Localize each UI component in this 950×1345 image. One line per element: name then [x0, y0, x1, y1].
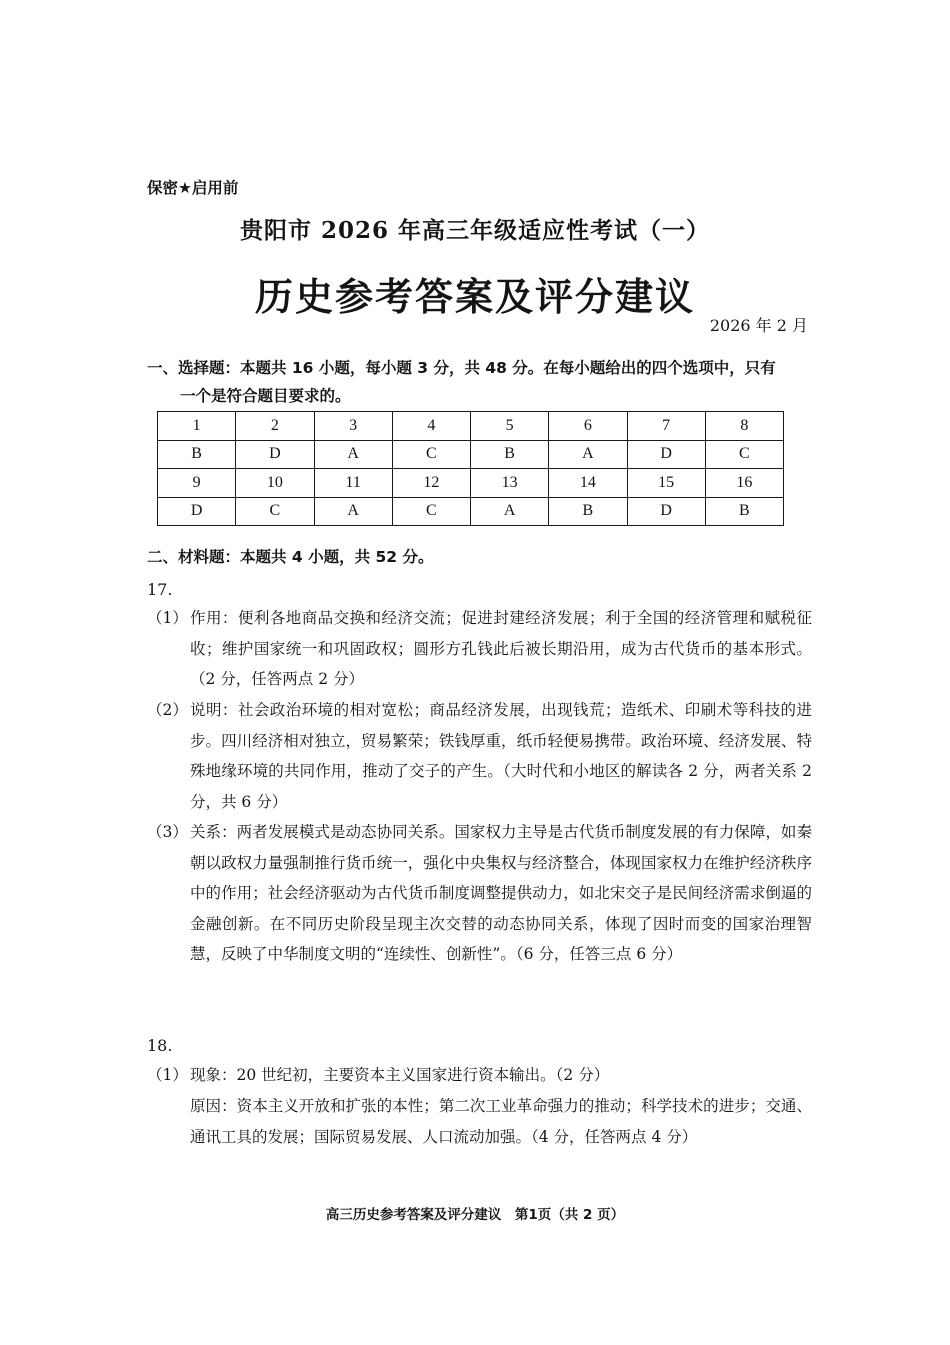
- table-cell: 4: [392, 412, 470, 441]
- table-cell: 8: [705, 412, 783, 441]
- table-cell: 11: [314, 469, 392, 498]
- q17-part1: [147, 603, 812, 695]
- table-cell: C: [392, 440, 470, 469]
- table-cell: A: [549, 440, 627, 469]
- question-17-number: 17.: [147, 580, 173, 599]
- q18-part1-label: （1）: [147, 1066, 188, 1084]
- q18-part1-reasons: 原因：资本主义开放和扩张的本性；第二次工业革命强力的推动；科学技术的进步；交通、通讯工具的发展；国际贸易发展、人口流动加强。（4 分，任答两点 4 分）: [190, 1097, 812, 1146]
- table-cell: B: [549, 497, 627, 526]
- table-cell: A: [314, 440, 392, 469]
- q17-part2: [147, 695, 812, 817]
- table-cell: 15: [627, 469, 705, 498]
- section2-heading: 二、材料题：本题共 4 小题，共 52 分。: [147, 548, 434, 566]
- table-row: [158, 497, 784, 526]
- q17-part1-label: （1）: [147, 609, 188, 627]
- table-cell: 10: [236, 469, 314, 498]
- q17-part3-label: （3）: [147, 823, 188, 841]
- q17-part3-text: 关系：两者发展模式是动态协同关系。国家权力主导是古代货币制度发展的有力保障，如秦朝以政权力量强制推行货币统一，强化中央集权与经济整合，体现国家权力在维护经济秩序中的作用；社会经济驱动为古代货币制度调整提供动力，如北宋交子是民间经济需求倒逼的金融创新。在不同历史阶段呈现主次交替的动态协同关系，体现了因时而变的国家治理智慧，反映了中华制度文明的“连续性、创新性”。（6 分，任答三点 6 分）: [190, 823, 812, 963]
- table-cell: D: [627, 440, 705, 469]
- document-date: 2026 年 2 月: [709, 316, 808, 335]
- answer-table: [157, 411, 784, 526]
- table-cell: 13: [471, 469, 549, 498]
- table-cell: 16: [705, 469, 783, 498]
- table-cell: 2: [236, 412, 314, 441]
- table-cell: B: [471, 440, 549, 469]
- table-row: [158, 440, 784, 469]
- table-cell: B: [158, 440, 236, 469]
- q18-part1-text: 现象：20 世纪初，主要资本主义国家进行资本输出。（2 分）: [190, 1066, 610, 1084]
- table-cell: A: [471, 497, 549, 526]
- table-cell: D: [627, 497, 705, 526]
- q17-part2-text: 说明：社会政治环境的相对宽松；商品经济发展，出现钱荒；造纸术、印刷术等科技的进步。四川经济相对独立，贸易繁荣；铁钱厚重，纸币轻便易携带。政治环境、经济发展、特殊地缘环境的共同作用，推动了交子的产生。（大时代和小地区的解读各 2 分，两者关系 2 分，共 6 分）: [190, 701, 812, 811]
- table-cell: C: [705, 440, 783, 469]
- table-cell: 5: [471, 412, 549, 441]
- table-cell: 14: [549, 469, 627, 498]
- q17-part2-label: （2）: [147, 701, 188, 719]
- q17-part1-text: 作用：便利各地商品交换和经济交流；促进封建经济发展；利于全国的经济管理和赋税征收；维护国家统一和巩固政权；圆形方孔钱此后被长期沿用，成为古代货币的基本形式。（2 分，任答两点 2 分）: [190, 609, 812, 688]
- q18-part1: [147, 1060, 812, 1091]
- page-title: 历史参考答案及评分建议: [254, 274, 695, 319]
- table-cell: 3: [314, 412, 392, 441]
- q17-part3: [147, 817, 812, 970]
- section1-heading-line1: 一、选择题：本题共 16 小题，每小题 3 分，共 48 分。在每小题给出的四个选项中，只有: [147, 359, 776, 377]
- confidential-label: 保密★启用前: [147, 179, 239, 197]
- table-cell: 1: [158, 412, 236, 441]
- table-cell: B: [705, 497, 783, 526]
- table-cell: C: [392, 497, 470, 526]
- table-row: [158, 469, 784, 498]
- table-cell: 9: [158, 469, 236, 498]
- table-cell: D: [158, 497, 236, 526]
- table-cell: C: [236, 497, 314, 526]
- question-18-number: 18.: [147, 1036, 173, 1055]
- section1-heading: [147, 354, 812, 410]
- page-footer: 高三历史参考答案及评分建议 第1页（共 2 页）: [325, 1207, 625, 1223]
- table-cell: A: [314, 497, 392, 526]
- section1-heading-line2: 一个是符合题目要求的。: [180, 387, 351, 405]
- table-cell: 7: [627, 412, 705, 441]
- table-cell: 12: [392, 469, 470, 498]
- table-cell: D: [236, 440, 314, 469]
- exam-title: 贵阳市 2026 年高三年级适应性考试（一）: [239, 217, 711, 244]
- table-cell: 6: [549, 412, 627, 441]
- table-row: [158, 412, 784, 441]
